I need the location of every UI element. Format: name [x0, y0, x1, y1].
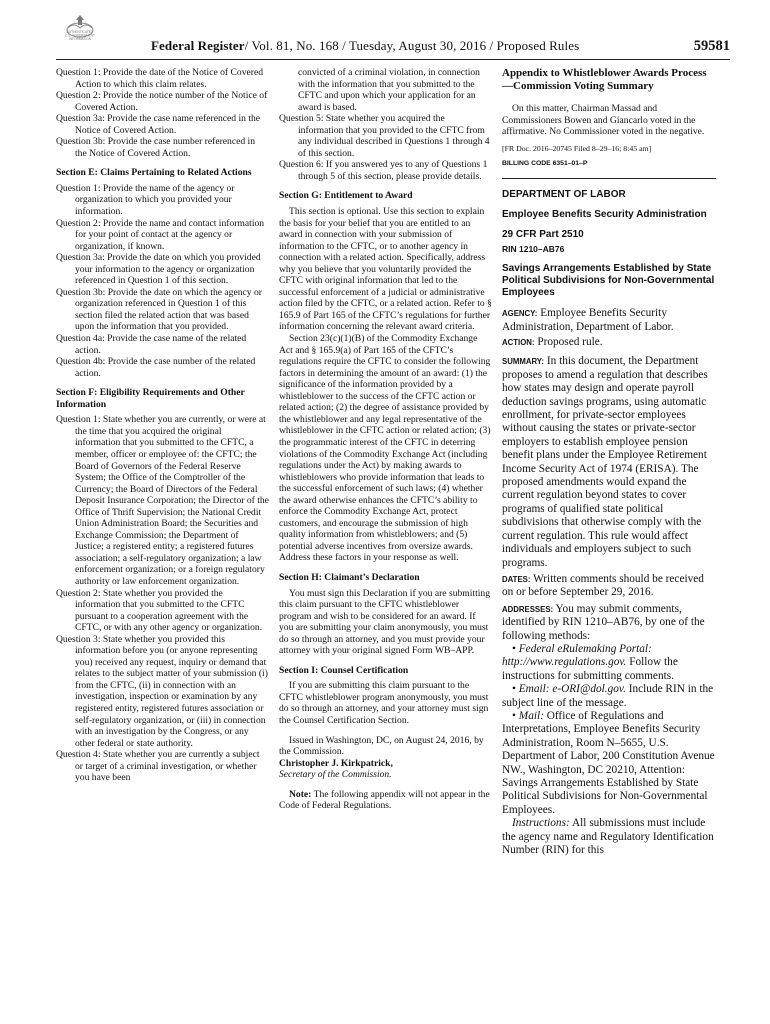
appendix-title: Appendix to Whistleblower Awards Process—Commission Voting Summary [502, 67, 707, 92]
mail-label: Mail: [518, 709, 544, 722]
addresses-value: You may submit comments, identified by RIN 1210–AB76, by one of the following methods: [502, 602, 705, 642]
page-header [56, 38, 730, 56]
action-field [502, 336, 716, 349]
question-item: Question 1: Provide the date of the Notice of Covered Action to which this claim relates. [56, 67, 264, 90]
section-g-heading: Section G: Entitlement to Award [279, 190, 413, 202]
bullet-text: Include RIN in the subject line of the message. [502, 683, 714, 709]
column-3 [502, 67, 716, 857]
question-item: Question 3: State whether you provided this information before you (or anyone representing you) received any request, inquiry or demand that relates to the subject matter of your submission (i) from the CFTC, (ii) in connection with an investigation, inspection or examination by any registered entity, registered futures association or self-regulatory organization, or (iii) in connection with an investigation by the Congress, or any other federal or state authority. [56, 633, 268, 749]
agency-label: AGENCY: [502, 309, 538, 319]
question-item: Question 4b: Provide the case number of the related action. [56, 356, 256, 379]
page-number: 59581 [693, 38, 730, 54]
instructions-text: All submissions must include the agency name and Regulatory Identification Number (RIN) for this [502, 817, 714, 857]
header-rule [56, 59, 730, 60]
question-item: Question 2: Provide the notice number of the Notice of Covered Action. [56, 90, 268, 113]
method-bullet: • Email: e-ORI@dol.gov. Include RIN in the subject line of the message. [502, 683, 714, 709]
section-h-heading: Section H: Claimant’s Declaration [279, 571, 420, 583]
dates-field [502, 573, 716, 600]
paragraph: If you are submitting this claim pursuant to the CFTC whistleblower program anonymously, you must do so through an attorney, and your attorney must sign the Counsel Certification Section. [279, 680, 489, 726]
paragraph: You must sign this Declaration if you are submitting this claim pursuant to the CFTC whistleblower program and wish to be considered for an award. If you are submitting your claim anonymously, you must do so through an attorney, and you must provide your attorney with your original signed Form WB–APP. [279, 587, 491, 657]
addresses-field [502, 603, 716, 643]
dates-value: Written comments should be received on or before September 29, 2016. [502, 572, 704, 599]
bullet-text: Follow the instructions for submitting comments. [502, 656, 678, 682]
dates-label: DATES: [502, 574, 531, 584]
instructions-label: Instructions: [512, 817, 570, 830]
question-item: Question 2: State whether you provided the information that you submitted to the CFTC pursuant to a cooperation agreement with the CFTC, or with any other agency or organization. [56, 587, 263, 634]
question-item: Question 1: State whether you are currently, or were at the time that you acquired the original information that you submitted to the CFTC, a member, officer or employee of: the CFTC; the Board of Governors of the Federal Reserve System; the Office of the Comptroller of the Currency; the Board of Directors of the Federal Deposit Insurance Corporation; the Director of the Office of Thrift Supervision; the National Credit Union Administration Board; the Securities and Exchange Commission; the Department of Justice; a registered entity; a registered futures association; a self-regulatory organization; a law enforcement organization; or a foreign regulatory authority or law enforcement organization. [56, 414, 269, 587]
cfr-part: 29 CFR Part 2510 [502, 229, 584, 241]
fr-doc-line: [FR Doc. 2016–20745 Filed 8–29–16; 8:45 am] [502, 143, 652, 153]
question-item: Question 4: State whether you are currently a subject or target of a criminal investigation, or whether you have been [56, 749, 260, 784]
column-2 [279, 67, 492, 812]
rin: RIN 1210–AB76 [502, 244, 565, 255]
agency-name: Employee Benefits Security Administration [502, 209, 707, 221]
question-item: Question 2: Provide the name and contact information for your point of contact at the agency or organization, if known. [56, 217, 265, 252]
running-head [151, 38, 579, 54]
instructions-paragraph [502, 817, 716, 857]
question-item: Question 4a: Provide the case name of the related action. [56, 333, 247, 356]
svg-text:AUTHENTICATED: AUTHENTICATED [66, 30, 94, 34]
note-text: The following appendix will not appear in the Code of Federal Regulations. [279, 788, 490, 812]
svg-text:INFORMATION: INFORMATION [68, 37, 92, 41]
addresses-label: ADDRESSES: [502, 604, 554, 614]
rule-title: Savings Arrangements Established by State Political Subdivisions for Non-Governmental Employees [502, 263, 715, 299]
section-i-heading: Section I: Counsel Certification [279, 664, 409, 676]
portal-link[interactable]: Federal eRulemaking Portal: http://www.regulations.gov. [502, 642, 652, 669]
summary-label: SUMMARY: [502, 357, 545, 367]
action-label: ACTION: [502, 338, 535, 347]
publication-name: Federal Register [151, 38, 245, 53]
question-item: Question 3a: Provide the case name referenced in the Notice of Covered Action. [56, 113, 261, 136]
question-item: Question 5: State whether you acquired the information that you provided to the CFTC from any individual described in Questions 1 through 4 of this section. [279, 113, 490, 159]
note-label: Note: [289, 788, 312, 800]
department-name: DEPARTMENT OF LABOR [502, 189, 626, 201]
question-item: Question 3b: Provide the case number referenced in the Notice of Covered Action. [56, 136, 256, 159]
question-item: Question 3b: Provide the date on which the agency or organization referenced in Question 1 of this section filed the related action that was based upon the information that you provided. [56, 286, 262, 333]
paragraph: On this matter, Chairman Massad and Commissioners Bowen and Giancarlo voted in the affirmative. No Commissioner voted in the negative. [502, 103, 705, 138]
summary-value: In this document, the Department proposes to amend a regulation that describes how states may design and operate payroll deduction savings programs, using automatic enrollment, for private-sector employees without causing the states or private-sector employers to establish employee pension benefit plans under the Employee Retirement Income Security Act of 1974 (ERISA). The proposed amendments would expand the current regulation beyond states to cover programs of qualified state political subdivisions that otherwise comply with the current regulation. This rule would affect individuals and employers subject to such programs. [502, 355, 708, 569]
paragraph: This section is optional. Use this section to explain the basis for your belief that you are entitled to an award in connection with your submission of information to the CFTC, or to another agency in connection with a related action. Specifically, address why you believe that you voluntarily provided the CFTC with original information that led to the successful enforcement of a judicial or administrative action filed by the CFTC, or a related action. Refer to § 165.9 of Part 165 of the CFTC’s regulations for further information concerning the relevant award criteria. [279, 206, 492, 333]
question-item: Question 1: Provide the name of the agency or organization to which you provided your information. [56, 182, 235, 218]
method-bullet: • Federal eRulemaking Portal: http://www.regulations.gov. Follow the instructions for submitting comments. [502, 642, 678, 682]
question-continuation: convicted of a criminal violation, in connection with the information that you submitted to the CFTC and upon which your application for an award is based. [298, 67, 480, 113]
signer-name: Christopher J. Kirkpatrick, [279, 757, 393, 769]
summary-field [502, 355, 716, 570]
section-f-heading: Section F: Eligibility Requirements and Other Information [56, 387, 245, 410]
issued-statement: Issued in Washington, DC, on August 24, 2016, by the Commission. [279, 734, 484, 758]
column-1 [56, 67, 269, 784]
paragraph: Section 23(c)(1)(B) of the Commodity Exchange Act and § 165.9(a) of Part 165 of the CFTC’s regulations require the CFTC to consider the following factors in determining the amount of an award: (1) the significance of the information provided by a whistleblower to the success of the CFTC action or related action; (2) the degree of assistance provided by the whistleblower and any legal representative of the whistleblower in the CFTC action or related action; (3) the programmatic interest of the CFTC in deterring violations of the Commodity Exchange Act (including regulations under the Act) by making awards to whistleblowers who provide information that leads to the successful enforcement of such laws; (4) whether the award otherwise enhances the CFTC’s ability to enforce the Commodity Exchange Act, protect customers, and encourage the submission of high quality information from whistleblowers; and (5) potential adverse incentives from oversize awards. Address these factors in your response as well. [279, 333, 491, 564]
document-divider [502, 178, 716, 179]
action-value: Proposed rule. [537, 336, 603, 348]
section-e-heading: Section E: Claims Pertaining to Related Actions [56, 167, 252, 179]
agency-field [502, 307, 716, 334]
question-item: Question 3a: Provide the date on which you provided your information to the agency or organization referenced in Question 1 of this section. [56, 252, 261, 287]
billing-code: BILLING CODE 6351–01–P [502, 159, 588, 167]
agency-value: Employee Benefits Security Administration, Department of Labor. [502, 307, 674, 333]
email-link[interactable]: Email: e-ORI@dol.gov. [518, 683, 626, 696]
svg-text:U.S. GOVERNMENT: U.S. GOVERNMENT [65, 33, 95, 38]
method-bullet: • Mail: Office of Regulations and Interpretations, Employee Benefits Security Administration, Room N–5655, U.S. Department of Labor, 200 Constitution Avenue NW., Washington, DC 20210, Attention: Savings Arrangements Established by State Political Subdivisions for Non-Governmental Employees. [502, 709, 715, 816]
question-item: Question 6: If you answered yes to any of Questions 1 through 5 of this section, please provide details. [279, 159, 488, 182]
issue-details: / Vol. 81, No. 168 / Tuesday, August 30, 2016 / Proposed Rules [244, 38, 580, 53]
note [279, 789, 492, 812]
signer-title: Secretary of the Commission. [279, 769, 392, 781]
bullet-text: Office of Regulations and Interpretations, Employee Benefits Security Administration, Room N–5655, U.S. Department of Labor, 200 Constitution Avenue NW., Washington, DC 20210, Attention: Savings Arrangements Established by State Political Subdivisions for Non-Governmental Employees. [502, 709, 715, 816]
